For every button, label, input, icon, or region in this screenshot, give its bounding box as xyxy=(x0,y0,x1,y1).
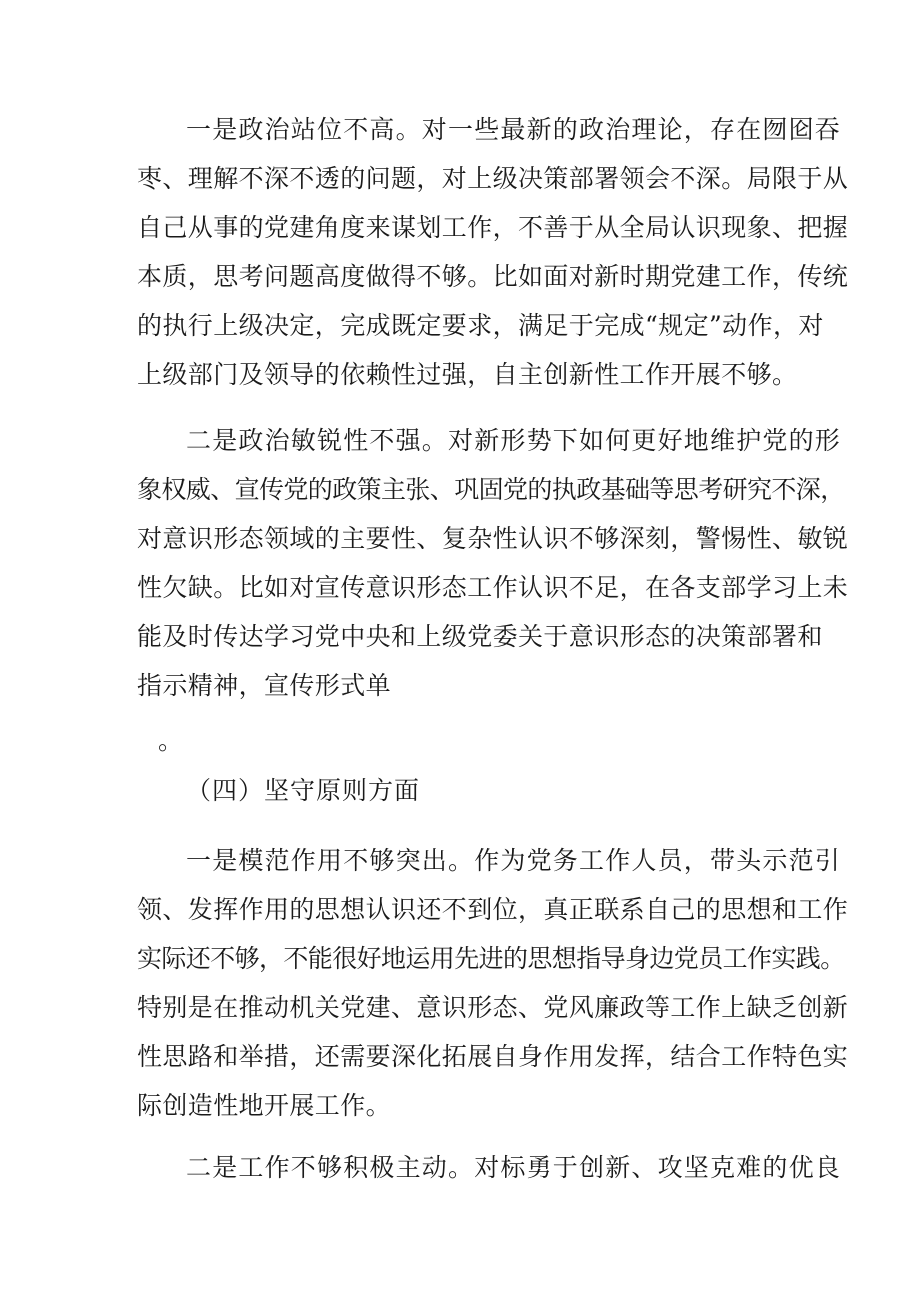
paragraph-1-line-1: 一是政治站位不高。对一些最新的政治理论，存在囫囵吞 xyxy=(186,115,842,144)
paragraph-2-line-1: 二是政治敏锐性不强。对新形势下如何更好地维护党的形 xyxy=(186,426,842,455)
paragraph-2-line-4: 性欠缺。比如对宣传意识形态工作认识不足，在各支部学习上未 xyxy=(137,573,849,602)
paragraph-2-line-5: 能及时传达学习党中央和上级党委关于意识形态的决策部署和 xyxy=(137,622,823,651)
paragraph-2-line-3: 对意识形态领域的主要性、复杂性认识不够深刻，警惕性、敏锐 xyxy=(137,524,849,553)
paragraph-1-line-6: 上级部门及领导的依赖性过强，自主创新性工作开展不够。 xyxy=(137,360,798,389)
stray-period: 。 xyxy=(158,726,184,755)
paragraph-3-line-4: 特别是在推动机关党建、意识形态、党风廉政等工作上缺乏创新 xyxy=(137,993,849,1022)
paragraph-2-line-2: 象权威、宣传党的政策主张、巩固党的执政基础等思考研究不深， xyxy=(137,475,845,504)
paragraph-1-line-5: 的执行上级决定，完成既定要求，满足于完成“规定”动作，对 xyxy=(137,311,824,340)
paragraph-3-line-2: 领、发挥作用的思想认识还不到位，真正联系自己的思想和工作 xyxy=(137,895,849,924)
paragraph-3-line-1: 一是模范作用不够突出。作为党务工作人员，带头示范引 xyxy=(186,846,842,875)
paragraph-3-line-5: 性思路和举措，还需要深化拓展自身作用发挥，结合工作特色实 xyxy=(137,1042,849,1071)
paragraph-3-line-3: 实际还不够，不能很好地运用先进的思想指导身边党员工作实践。 xyxy=(137,944,845,973)
paragraph-1-line-2: 枣、理解不深不透的问题，对上级决策部署领会不深。局限于从 xyxy=(137,164,849,193)
paragraph-4-line-1: 二是工作不够积极主动。对标勇于创新、攻坚克难的优良 xyxy=(186,1153,842,1182)
paragraph-2-line-6: 指示精神，宣传形式单 xyxy=(137,671,392,700)
paragraph-1-line-4: 本质，思考问题高度做得不够。比如面对新时期党建工作，传统 xyxy=(137,262,849,291)
paragraph-3-line-6: 际创造性地开展工作。 xyxy=(137,1091,392,1120)
paragraph-1-line-3: 自己从事的党建角度来谋划工作，不善于从全局认识现象、把握 xyxy=(137,213,849,242)
section-heading: （四）坚守原则方面 xyxy=(186,776,421,805)
